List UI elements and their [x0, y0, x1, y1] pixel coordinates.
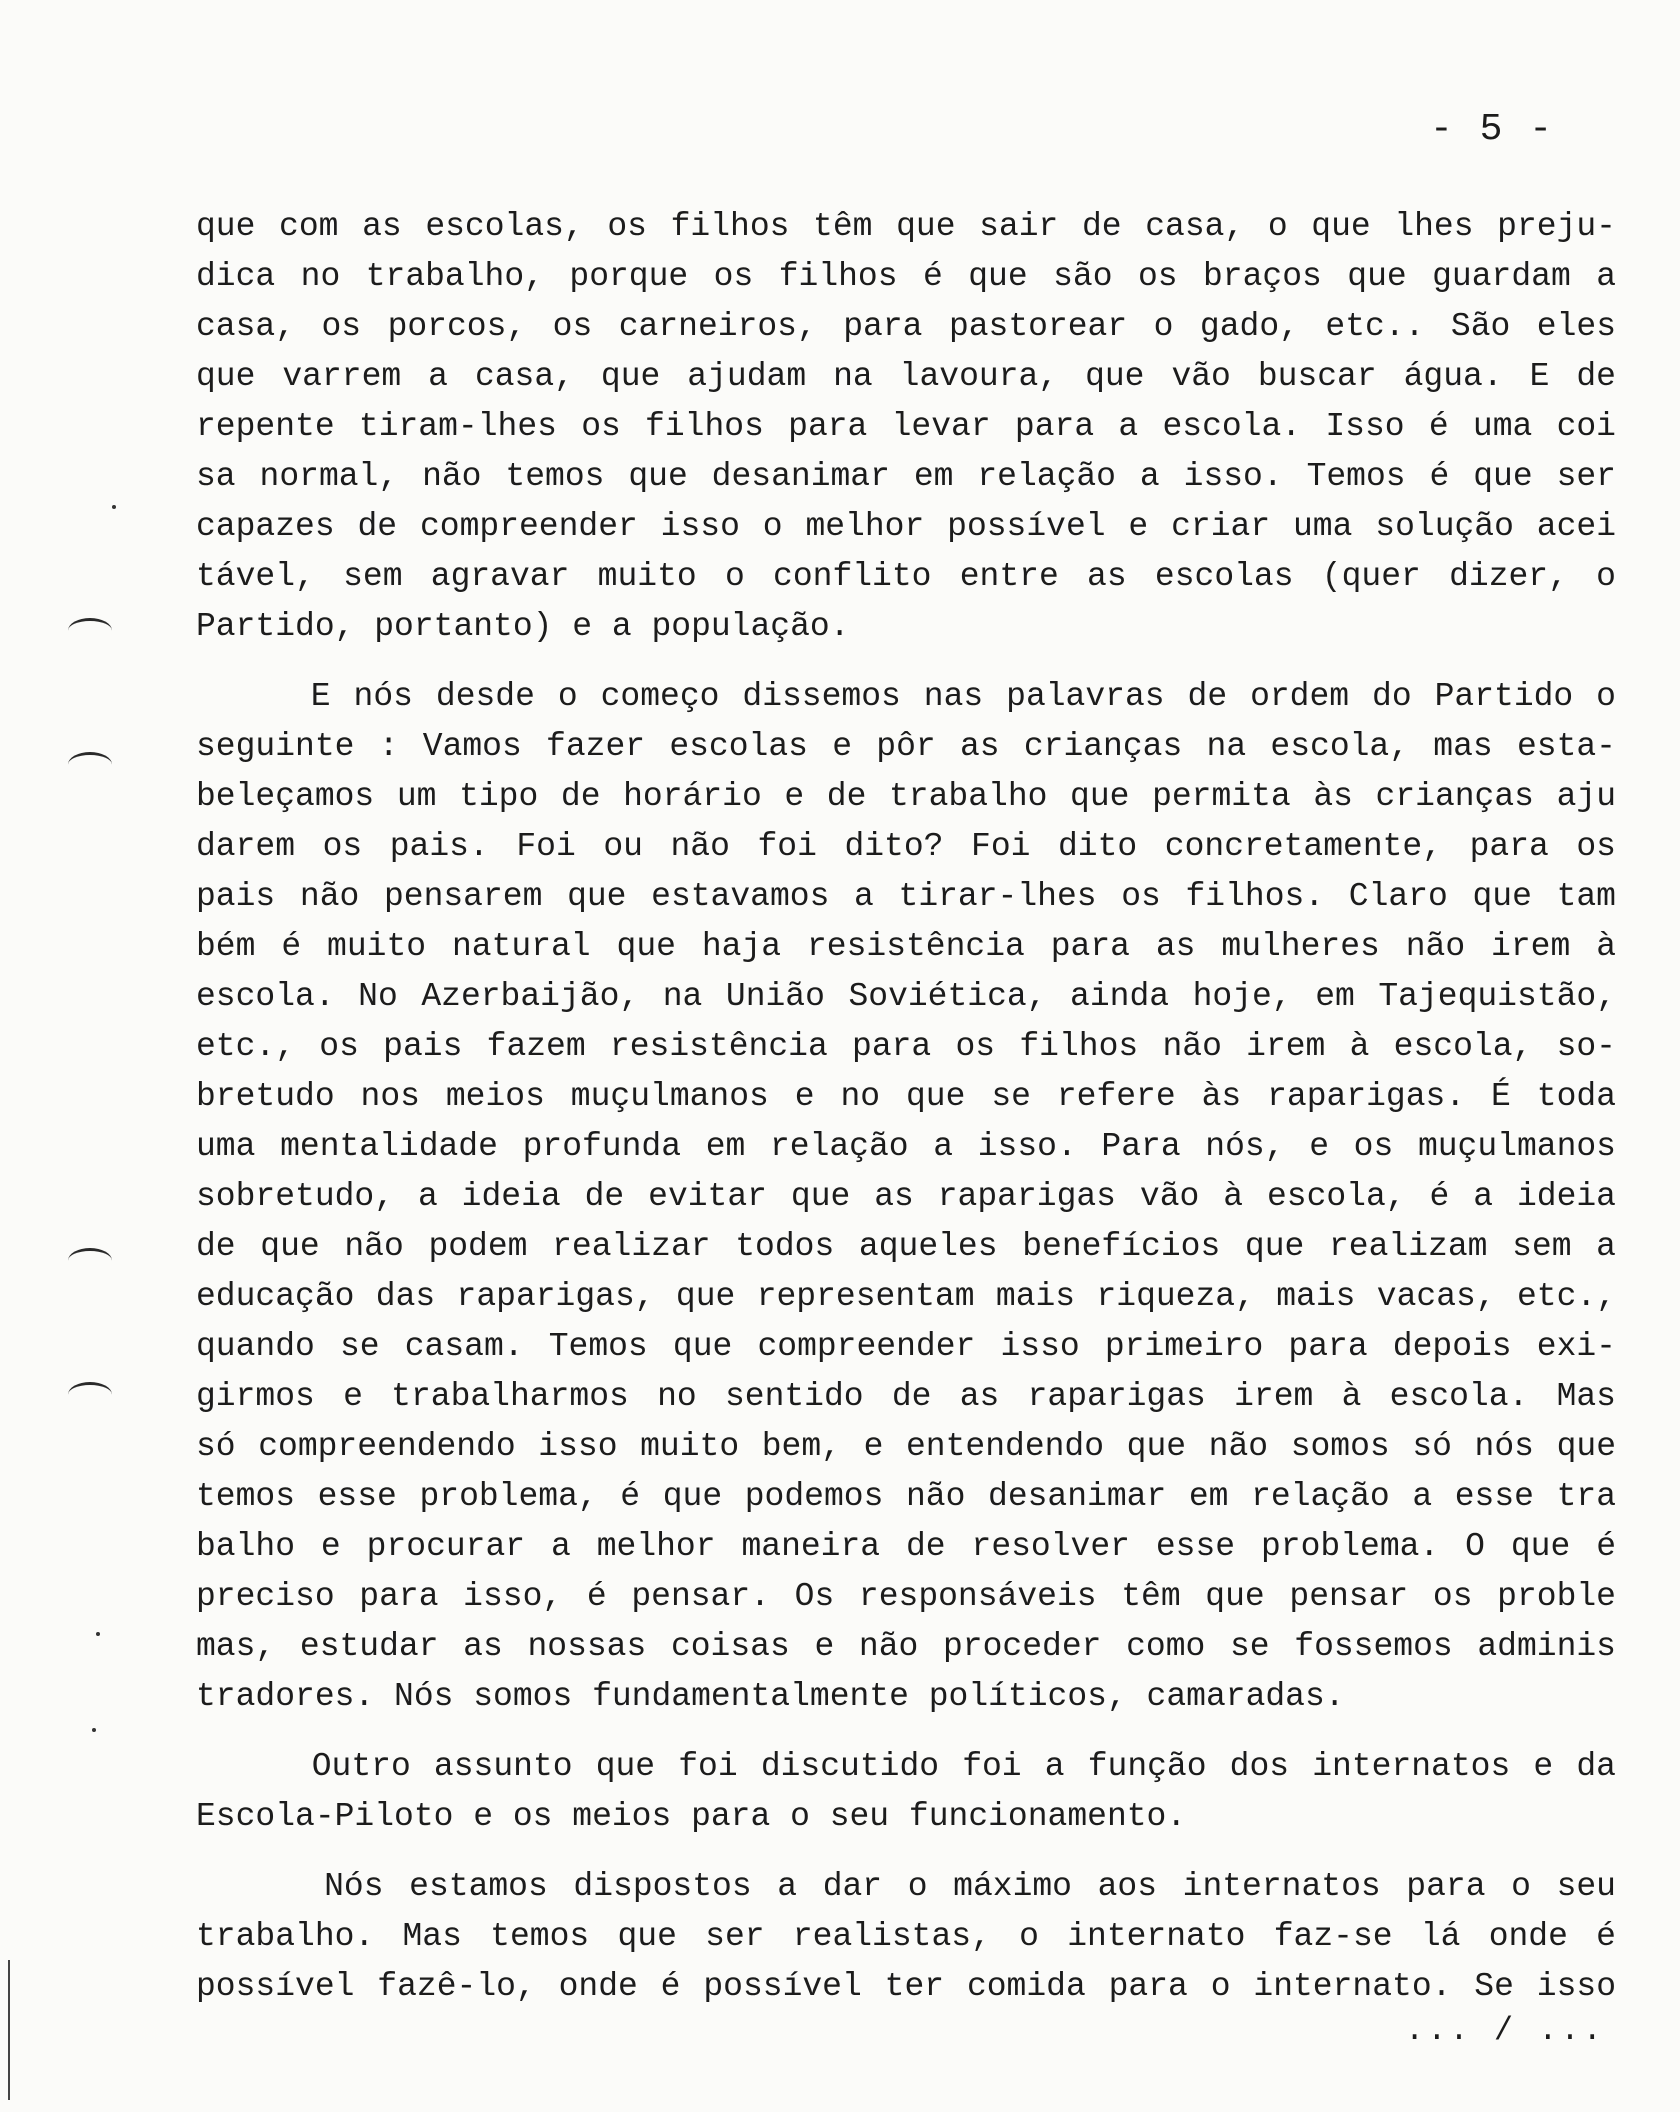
- text-line: Nós estamos dispostos a dar o máximo aos internatos para o seu: [196, 1868, 1616, 1905]
- text-line: tável, sem agravar muito o conflito entre as escolas (quer dizer, o: [196, 558, 1616, 595]
- text-line: seguinte : Vamos fazer escolas e pôr as crianças na escola, mas esta-: [196, 728, 1616, 765]
- text-line: beleçamos um tipo de horário e de trabalho que permita às crianças aju: [196, 778, 1616, 815]
- page-number: - 5 -: [1430, 108, 1555, 151]
- text-line: Partido, portanto) e a população.: [196, 608, 850, 645]
- left-margin-rule: [8, 1960, 10, 2100]
- margin-dot: [112, 505, 116, 509]
- paragraph: [196, 1862, 1616, 2012]
- text-line: possível fazê-lo, onde é possível ter comida para o internato. Se isso: [196, 1968, 1616, 2005]
- document-body: [196, 202, 1616, 2032]
- text-line: preciso para isso, é pensar. Os responsáveis têm que pensar os proble: [196, 1578, 1616, 1615]
- text-line: dica no trabalho, porque os filhos é que são os braços que guardam a: [196, 258, 1616, 295]
- text-line: quando se casam. Temos que compreender isso primeiro para depois exi-: [196, 1328, 1616, 1365]
- text-line: etc., os pais fazem resistência para os filhos não irem à escola, so-: [196, 1028, 1616, 1065]
- text-line: casa, os porcos, os carneiros, para pastorear o gado, etc.. São eles: [196, 308, 1616, 345]
- text-line: uma mentalidade profunda em relação a isso. Para nós, e os muçulmanos: [196, 1128, 1616, 1165]
- continuation-marker: ... / ...: [1405, 2012, 1605, 2049]
- paragraph: [196, 202, 1616, 652]
- text-line: sa normal, não temos que desanimar em relação a isso. Temos é que ser: [196, 458, 1616, 495]
- text-line: bretudo nos meios muçulmanos e no que se refere às raparigas. É toda: [196, 1078, 1616, 1115]
- margin-mark: [68, 752, 112, 777]
- text-line: educação das raparigas, que representam mais riqueza, mais vacas, etc.,: [196, 1278, 1616, 1315]
- text-line: Outro assunto que foi discutido foi a função dos internatos e da: [196, 1748, 1616, 1785]
- text-line: darem os pais. Foi ou não foi dito? Foi dito concretamente, para os: [196, 828, 1616, 865]
- text-line: que com as escolas, os filhos têm que sair de casa, o que lhes preju-: [196, 208, 1616, 245]
- margin-mark: [68, 1248, 112, 1273]
- text-line: escola. No Azerbaijão, na União Soviética, ainda hoje, em Tajequistão,: [196, 978, 1616, 1015]
- text-line: pais não pensarem que estavamos a tirar-lhes os filhos. Claro que tam: [196, 878, 1616, 915]
- text-line: sobretudo, a ideia de evitar que as raparigas vão à escola, é a ideia: [196, 1178, 1616, 1215]
- margin-dot: [92, 1728, 96, 1732]
- text-line: E nós desde o começo dissemos nas palavras de ordem do Partido o: [196, 678, 1616, 715]
- text-line: girmos e trabalharmos no sentido de as raparigas irem à escola. Mas: [196, 1378, 1616, 1415]
- paragraph: [196, 672, 1616, 1722]
- text-line: de que não podem realizar todos aqueles benefícios que realizam sem a: [196, 1228, 1616, 1265]
- text-line: bém é muito natural que haja resistência para as mulheres não irem à: [196, 928, 1616, 965]
- text-line: temos esse problema, é que podemos não desanimar em relação a esse tra: [196, 1478, 1616, 1515]
- text-line: balho e procurar a melhor maneira de resolver esse problema. O que é: [196, 1528, 1616, 1565]
- text-line: repente tiram-lhes os filhos para levar para a escola. Isso é uma coi: [196, 408, 1616, 445]
- text-line: só compreendendo isso muito bem, e entendendo que não somos só nós que: [196, 1428, 1616, 1465]
- text-line: que varrem a casa, que ajudam na lavoura, que vão buscar água. E de: [196, 358, 1616, 395]
- margin-dot: [96, 1632, 100, 1636]
- text-line: capazes de compreender isso o melhor possível e criar uma solução acei: [196, 508, 1616, 545]
- text-line: trabalho. Mas temos que ser realistas, o internato faz-se lá onde é: [196, 1918, 1616, 1955]
- text-line: mas, estudar as nossas coisas e não proceder como se fossemos adminis: [196, 1628, 1616, 1665]
- margin-mark: [68, 1382, 112, 1407]
- text-line: tradores. Nós somos fundamentalmente políticos, camaradas.: [196, 1678, 1345, 1715]
- paragraph: [196, 1742, 1616, 1842]
- text-line: Escola-Piloto e os meios para o seu funcionamento.: [196, 1798, 1187, 1835]
- margin-mark: [68, 618, 112, 643]
